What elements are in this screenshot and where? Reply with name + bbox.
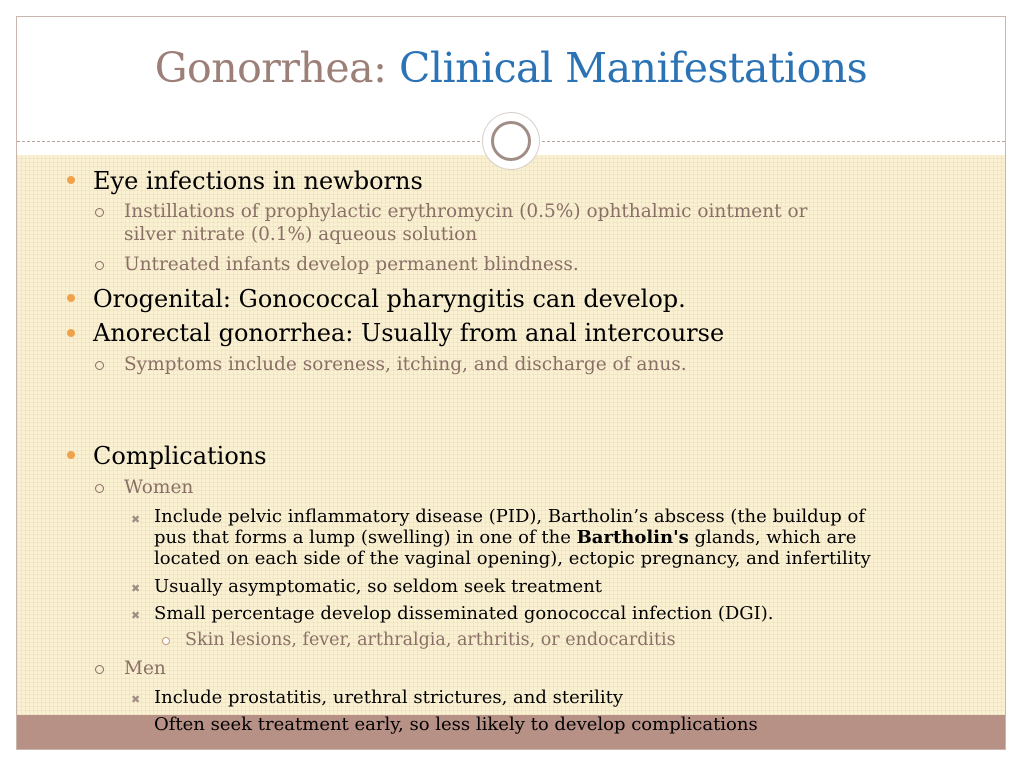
bullet-dot-icon (67, 176, 75, 184)
women-item1-line2 (154, 527, 856, 548)
bullet-eye-sub1-line2: silver nitrate (0.1%) aqueous solution (124, 224, 478, 245)
bullet-ring-icon (95, 361, 104, 370)
women-item1-line2-after: glands, which are (688, 527, 857, 548)
bullet-dot-icon (67, 294, 75, 302)
men-item1: Include prostatitis, urethral strictures, and sterility (154, 687, 623, 708)
bullet-cross-icon: ✖ (131, 513, 141, 526)
ring-ornament-icon (483, 113, 539, 169)
bullet-ring-icon (95, 261, 104, 270)
bullet-dot-icon (67, 329, 75, 337)
women-item3: Small percentage develop disseminated gonococcal infection (DGI). (154, 603, 774, 624)
bullet-cross-icon: ✖ (131, 693, 141, 706)
bartholin-bold: Bartholin's (576, 527, 689, 548)
complications-men-label: Men (124, 658, 166, 679)
women-item2: Usually asymptomatic, so seldom seek treatment (154, 576, 603, 597)
bullet-cross-icon: ✖ (131, 609, 141, 622)
bullet-ring-icon (95, 665, 104, 674)
title-prefix: Gonorrhea: (154, 44, 399, 92)
bullet-eye: Eye infections in newborns (93, 167, 423, 195)
bullet-ring-icon (95, 484, 104, 493)
slide (16, 16, 1006, 750)
bullet-complications: Complications (93, 442, 267, 470)
women-item1-line1: Include pelvic inflammatory disease (PID), Bartholin’s abscess (the buildup of (154, 506, 866, 527)
bullet-anorectal-sub1: Symptoms include soreness, itching, and discharge of anus. (124, 354, 687, 375)
bullet-orogenital: Orogenital: Gonococcal pharyngitis can develop. (93, 285, 686, 313)
bullet-anorectal: Anorectal gonorrhea: Usually from anal intercourse (93, 319, 725, 347)
bullet-dot-icon (67, 451, 75, 459)
women-item1-line3: located on each side of the vaginal opening), ectopic pregnancy, and infertility (154, 548, 871, 569)
bullet-small-dot-icon (162, 637, 170, 645)
slide-title (17, 43, 1005, 93)
complications-women-label: Women (124, 477, 194, 498)
bullet-cross-icon: ✖ (131, 582, 141, 595)
women-item3-sub: Skin lesions, fever, arthralgia, arthritis, or endocarditis (185, 630, 676, 650)
women-item1-line2-before: pus that forms a lump (swelling) in one of the (154, 527, 577, 548)
men-item2: Often seek treatment early, so less likely to develop complications (154, 714, 758, 735)
bullet-eye-sub2: Untreated infants develop permanent blindness. (124, 254, 579, 275)
bullet-ring-icon (95, 208, 104, 217)
bullet-eye-sub1-line1: Instillations of prophylactic erythromycin (0.5%) ophthalmic ointment or (124, 201, 808, 222)
title-main: Clinical Manifestations (398, 44, 868, 92)
